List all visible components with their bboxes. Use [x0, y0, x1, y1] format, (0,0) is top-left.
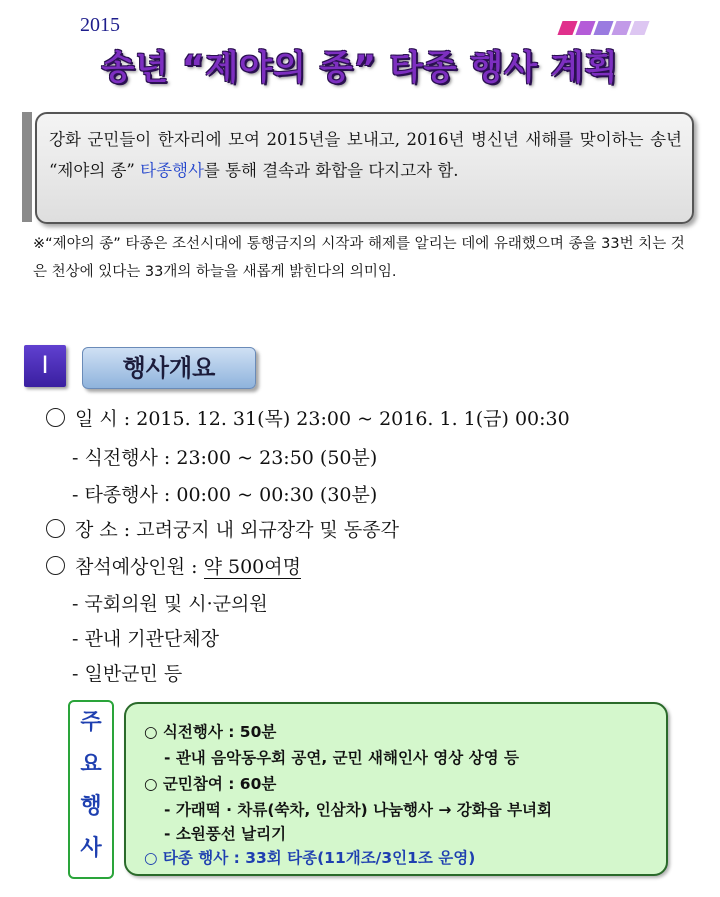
label-char: 요	[80, 752, 102, 777]
circle-bullet-icon	[46, 556, 65, 575]
sub-item: - 국회의원 및 시·군의원	[72, 593, 268, 615]
purpose-box	[35, 112, 694, 224]
event-line: - 소원풍선 날리기	[164, 825, 287, 843]
attendance-label: 참석예상인원 :	[75, 556, 204, 578]
sub-item: - 타종행사 : 00:00 ~ 00:30 (30분)	[72, 484, 378, 506]
stripe	[611, 21, 631, 35]
place-line	[46, 515, 399, 542]
purpose-text-part: 를 통해 결속과 화합을 다지고자 함.	[203, 161, 459, 180]
section-title: 행사개요	[82, 347, 256, 389]
main-events-box	[124, 702, 668, 876]
purpose-text-part: 강화 군민들이 한자리에 모여 2015년을 보내고, 2016년 병신년 새해를 맞이하는 송년 “제야의 종”	[49, 130, 682, 180]
date-line	[46, 404, 570, 431]
purpose-highlight: 타종행사	[140, 161, 204, 180]
event-line: ○ 식전행사 : 50분	[144, 723, 277, 741]
year-label: 2015	[80, 14, 120, 36]
event-line: - 가래떡 · 차류(쑥차, 인삼차) 나눔행사 → 강화읍 부녀회	[164, 801, 552, 819]
purpose-text	[49, 124, 682, 186]
document-title: 송년 “제야의 종” 타종 행사 계획	[101, 48, 619, 88]
sub-item: - 식전행사 : 23:00 ~ 23:50 (50분)	[72, 447, 378, 469]
event-line: - 관내 음악동우회 공연, 군민 새해인사 영상 상영 등	[164, 749, 519, 767]
event-line-highlight: ○ 타종 행사 : 33회 타종(11개조/3인1조 운영)	[144, 849, 476, 867]
main-events-label	[68, 700, 114, 879]
decorative-stripes	[560, 20, 670, 34]
label-char: 사	[80, 836, 102, 861]
stripe	[557, 21, 577, 35]
sub-item: - 일반군민 등	[72, 663, 183, 685]
circle-bullet-icon	[46, 519, 65, 538]
circle-bullet-icon	[46, 408, 65, 427]
note-text: ※“제야의 종” 타종은 조선시대에 통행금지의 시작과 해제를 알리는 데에 유래했으며 종을 33번 치는 것은 천상에 있다는 33개의 하늘을 새롭게 밝힌다의 의미임.	[33, 236, 685, 280]
stripe	[629, 21, 649, 35]
place-text: 장 소 : 고려궁지 내 외규장각 및 동종각	[75, 519, 399, 541]
attendance-line	[46, 552, 301, 579]
label-char: 행	[80, 794, 102, 819]
date-text: 일 시 : 2015. 12. 31(목) 23:00 ~ 2016. 1. 1(금) 00:30	[75, 408, 570, 430]
section-number: Ⅰ	[24, 345, 66, 387]
attendance-value: 약 500여명	[203, 556, 301, 578]
stripe	[593, 21, 613, 35]
event-line: ○ 군민참여 : 60분	[144, 775, 277, 793]
label-char: 주	[80, 710, 102, 735]
purpose-side-bar	[22, 112, 32, 222]
stripe	[575, 21, 595, 35]
sub-item: - 관내 기관단체장	[72, 628, 219, 650]
